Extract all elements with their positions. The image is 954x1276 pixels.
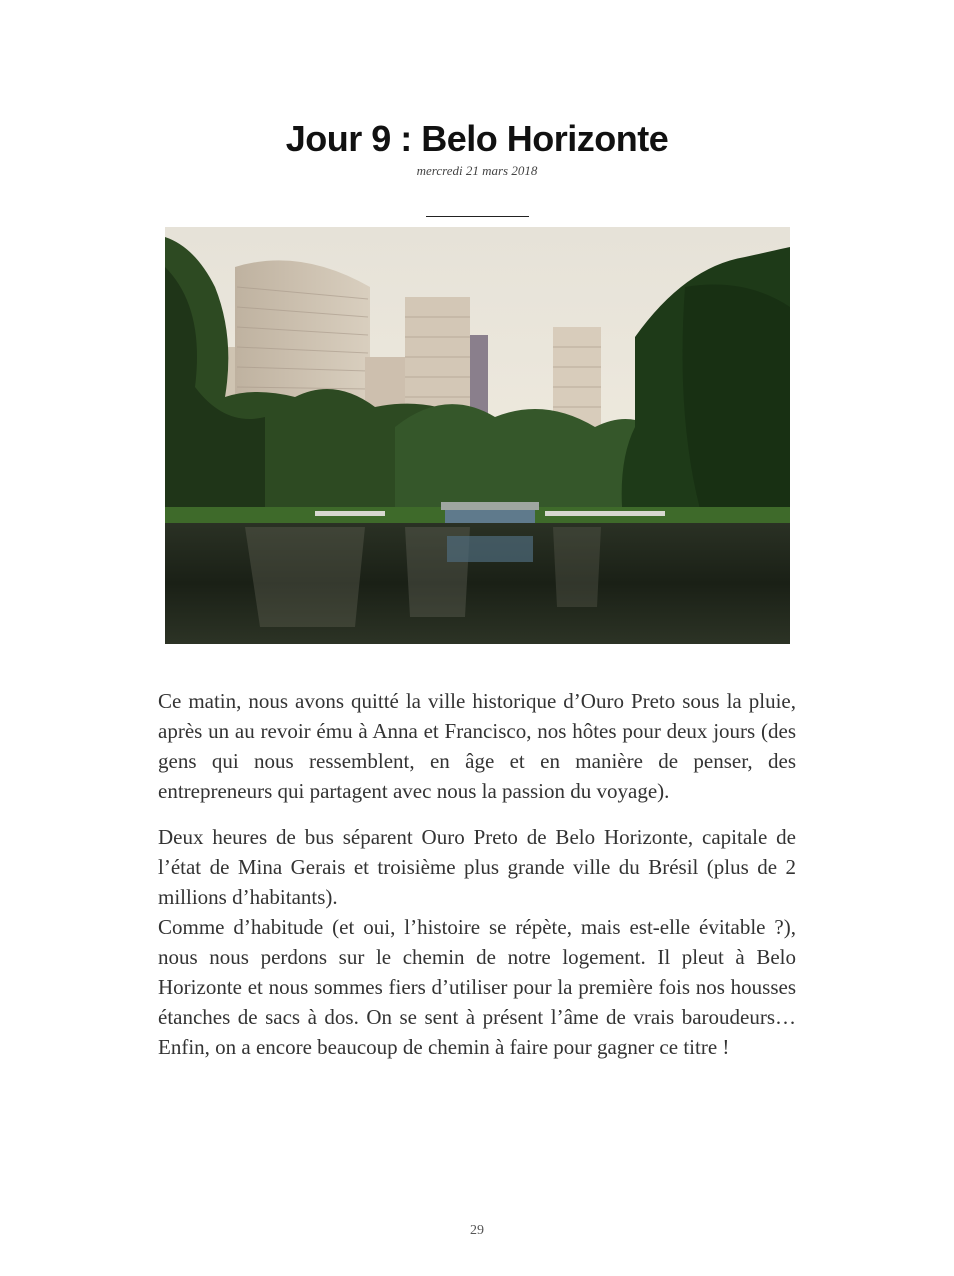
park-lake-photo <box>165 227 790 644</box>
paragraph-1: Ce matin, nous avons quitté la ville historique d’Ouro Preto sous la pluie, après un au revoir ému à Anna et Francisco, nos hôtes pour deux jours (des gens qui nous ressemblent, en âge et en manière de penser, des entrepreneurs qui partagent avec nous la passion du voyage). <box>158 689 796 803</box>
page-title: Jour 9 : Belo Horizonte <box>285 118 669 159</box>
paragraph-2: Deux heures de bus séparent Ouro Preto de Belo Horizonte, capitale de l’état de Mina Gerais et troisième plus grande ville du Brésil (plus de 2 millions d’habitants). <box>158 825 796 909</box>
page-number: 29 <box>470 1223 484 1238</box>
paragraph-3: Comme d’habitude (et oui, l’histoire se répète, mais est-elle évitable ?), nous nous perdons sur le chemin de notre logement. Il pleut à Belo Horizonte et nous sommes fiers d’utiliser pour la première fois nos housses étanches de sacs à dos. On se sent à présent l’âme de vrais baroudeurs… Enfin, on a encore beaucoup de chemin à faire pour gagner ce titre ! <box>158 915 796 1059</box>
entry-date: mercredi 21 mars 2018 <box>416 163 538 178</box>
title-divider <box>426 216 529 217</box>
article-body <box>158 686 796 1062</box>
